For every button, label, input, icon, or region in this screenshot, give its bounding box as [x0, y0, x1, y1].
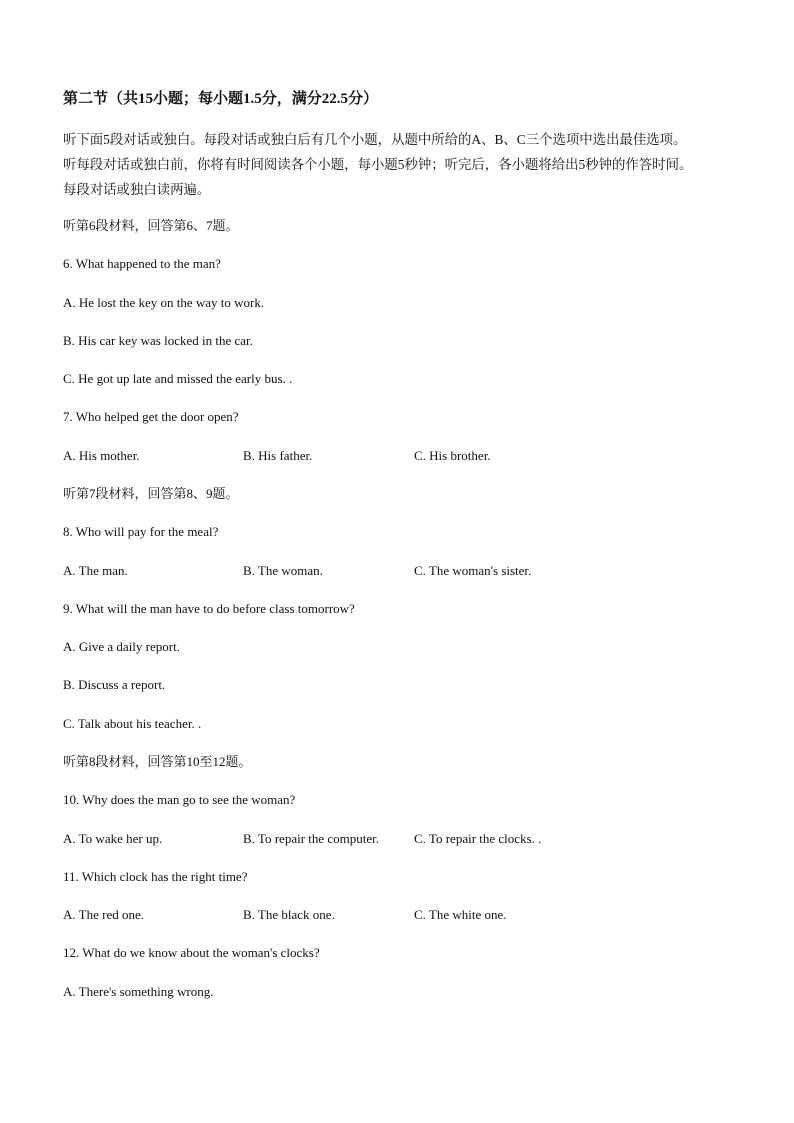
question-stem: 7. Who helped get the door open?: [63, 409, 239, 424]
answer-option[interactable]: B. To repair the computer.: [243, 831, 380, 846]
instruction-line: 每段对话或独白读两遍。: [63, 182, 211, 197]
answer-option[interactable]: C. His brother.: [414, 448, 491, 463]
answer-option[interactable]: B. Discuss a report.: [63, 677, 166, 692]
answer-option[interactable]: C. Talk about his teacher. .: [63, 716, 202, 731]
answer-option[interactable]: B. His father.: [243, 448, 313, 463]
answer-option[interactable]: A. There's something wrong.: [63, 984, 214, 999]
answer-option[interactable]: A. His mother.: [63, 448, 140, 463]
answer-option[interactable]: B. The woman.: [243, 563, 323, 578]
answer-option[interactable]: A. Give a daily report.: [63, 639, 180, 654]
answer-option[interactable]: C. He got up late and missed the early bus. .: [63, 371, 293, 386]
question-stem: 10. Why does the man go to see the woman?: [63, 792, 296, 807]
question-stem: 12. What do we know about the woman's clocks?: [63, 945, 320, 960]
answer-option[interactable]: A. He lost the key on the way to work.: [63, 295, 265, 310]
question-stem: 6. What happened to the man?: [63, 256, 221, 271]
answer-option[interactable]: A. The red one.: [63, 907, 144, 922]
answer-option[interactable]: A. The man.: [63, 563, 128, 578]
instruction-line: 听每段对话或独白前，你将有时间阅读各个小题，每小题5秒钟；听完后，各小题将给出5秒钟的作答时间。: [63, 157, 693, 172]
question-stem: 11. Which clock has the right time?: [63, 869, 248, 884]
answer-option[interactable]: B. His car key was locked in the car.: [63, 333, 253, 348]
answer-option[interactable]: A. To wake her up.: [63, 831, 163, 846]
instruction-line: 听下面5段对话或独白。每段对话或独白后有几个小题，从题中所给的A、B、C三个选项中选出最佳选项。: [63, 132, 687, 147]
answer-option[interactable]: C. The woman's sister.: [414, 563, 532, 578]
question-stem: 8. Who will pay for the meal?: [63, 524, 219, 539]
group-intro: 听第6段材料，回答第6、7题。: [63, 218, 239, 233]
answer-option[interactable]: C. To repair the clocks. .: [414, 831, 542, 846]
answer-option[interactable]: B. The black one.: [243, 907, 335, 922]
section-instructions: [63, 127, 743, 202]
group-intro: 听第8段材料，回答第10至12题。: [63, 754, 252, 769]
section-heading: 第二节（共15小题；每小题1.5分，满分22.5分）: [63, 91, 379, 107]
question-stem: 9. What will the man have to do before class tomorrow?: [63, 601, 355, 616]
group-intro: 听第7段材料，回答第8、9题。: [63, 486, 239, 501]
answer-option[interactable]: C. The white one.: [414, 907, 507, 922]
